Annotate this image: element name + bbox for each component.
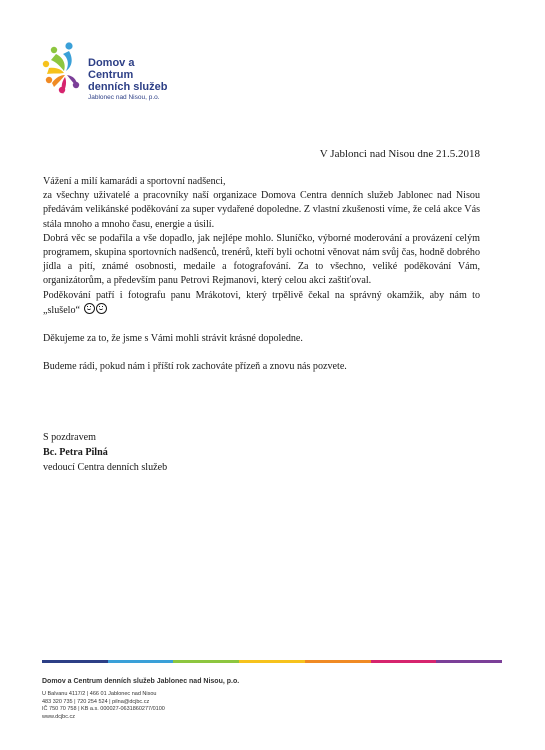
smiley-icon <box>84 303 95 314</box>
footer-color-rule <box>42 660 502 663</box>
logo-text <box>88 57 170 103</box>
footer-address: U Balvanu 4117/2 | 466 01 Jablonec nad Nisou <box>42 691 157 697</box>
footer-ids: IČ 750 70 758 | KB a.s. 000027-0631860277/0100 <box>42 706 165 712</box>
footer-contact: 483 320 735 | 720 254 524 | pilna@dcjbc.cz <box>42 698 150 705</box>
logo-org-line2: denních služeb <box>88 81 168 93</box>
smiley-icon <box>96 303 107 314</box>
logo-org-line1: Domov a Centrum <box>88 57 135 81</box>
footer <box>42 678 239 721</box>
letter-paragraph-3-text: Poděkování patří i fotografu panu Mrákotovi, který trpělivě čekal na správný okamžik, aby nám to „slušelo“ <box>43 289 480 316</box>
signer-role: vedoucí Centra denních služeb <box>43 462 168 473</box>
organization-logo <box>40 40 170 110</box>
letter-date: V Jablonci nad Nisou dne 21.5.2018 <box>319 148 480 160</box>
closing: S pozdravem <box>43 432 96 443</box>
letter-greeting: Vážení a milí kamarádi a sportovní nadšenci, <box>43 176 226 187</box>
letter-paragraph-2: Dobrá věc se podařila a vše dopadlo, jak nejlépe mohlo. Sluníčko, výborné moderování a provázení celým programem, skupina sportovních nadšenců, trenérů, kteří byli ochotni věnovat nám svůj čas, hodně dobrého jídla a pití, známé osobnosti, medaile a fotografování. Za to všechno, veliké poděkování Vám, organizátorům, a především panu Petrovi Rejmanovi, který celou akci zaštiťoval. <box>43 232 480 287</box>
signature-block <box>43 430 167 475</box>
letter-paragraph-4: Děkujeme za to, že jsme s Vámi mohli strávit krásné dopoledne. <box>43 333 303 345</box>
letter-paragraph-1: za všechny uživatelé a pracovníky naší organizace Domova Centra denních služeb Jablonec nad Nisou předávám velikánské poděkování za super vydařené dopoledne. Z vlastní zkušenosti víme, že celá akce Vás stála mnoho a mnoho času, energie a úsilí. <box>43 190 480 230</box>
letter-paragraph-3 <box>43 289 480 318</box>
footer-website: www.dcjbc.cz <box>42 713 76 720</box>
signer-name: Bc. Petra Pilná <box>43 447 108 458</box>
footer-title: Domov a Centrum denních služeb Jablonec nad Nisou, p.o. <box>42 678 240 685</box>
letter-paragraph-5: Budeme rádi, pokud nám i příští rok zachováte přízeň a znovu nás pozvete. <box>43 361 347 373</box>
logo-org-line3: Jablonec nad Nisou, p.o. <box>88 94 160 101</box>
letter-body <box>43 175 480 374</box>
logo-mark-icon <box>40 40 88 104</box>
